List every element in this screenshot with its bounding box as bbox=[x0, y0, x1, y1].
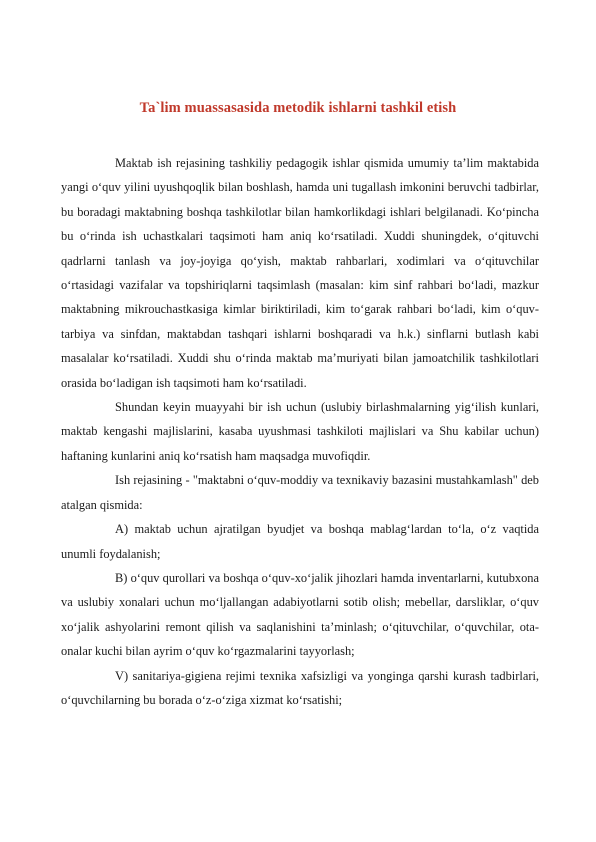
paragraph-material-base: Ish rejasining - "maktabni o‘quv-moddiy va texnikaviy bazasini mustahkamlash" deb atalgan qismida: bbox=[61, 473, 539, 512]
paragraph-schedule: Shundan keyin muayyahi bir ish uchun (uslubiy birlashmalarning yig‘ilish kunlari, maktab kengashi majlislarini, kasaba uyushmasi tashkiloti majlislari va Shu kabilar uchun) haftaning kunlarini aniq ko‘rsatish ham maqsadga muvofiqdir. bbox=[61, 400, 539, 463]
list-item-v: V) sanitariya-gigiena rejimi texnika xafsizligi va yonginga qarshi kurash tadbirlari, o‘quvchilarning bu borada o‘z-o‘ziga xizmat ko‘rsatishi; bbox=[61, 668, 539, 707]
page-title: Ta`lim muassasasida metodik ishlarni tashkil etish bbox=[139, 100, 457, 116]
document-body bbox=[61, 151, 539, 712]
list-item-a: A) maktab uchun ajratilgan byudjet va boshqa mablag‘lardan to‘la, o‘z vaqtida unumli foydalanish; bbox=[61, 522, 539, 561]
list-item-b: B) o‘quv qurollari va boshqa o‘quv-xo‘jalik jihozlari hamda inventarlarni, kutubxona va uslubiy xonalari uchun mo‘ljallangan adabiyotlarni sotib olish; mebellar, darsliklar, o‘quv xo‘jalik ashyolarini remont qilish va saqlanishini ta’minlash; o‘qituvchilar, o‘quvchilar, ota-onalar kuchi bilan ayrim o‘quv ko‘rgazmalarini tayyorlash; bbox=[61, 570, 539, 659]
paragraph-intro: Maktab ish rejasining tashkiliy pedagogik ishlar qismida umumiy ta’lim maktabida yangi o‘quv yilini uyushqoqlik bilan boshlash, hamda uni tugallash imkonini beruvchi tadbirlar, bu boradagi maktabning boshqa tashkilotlar bilan hamkorlikdagi ishlari belgilanadi. Ko‘pincha bu o‘rinda ish uchastkalari taqsimoti ham aniq ko‘rsatiladi. Xuddi shuningdek, o‘qituvchi qadrlarni tanlash va joy-joyiga qo‘yish, maktab rahbarlari, xodimlari va o‘qituvchilar o‘rtasidagi vazifalar va topshiriqlarni taqsimlash (masalan: kim sinf rahbari bo‘ladi, mazkur maktabning mikrouchastkasiga kimlar biriktiriladi, kim to‘garak rahbari bo‘ladi, kim o‘quv-tarbiya va sinfdan, maktabdan tashqari ishlarni boshqaradi va h.k.) sinflarni butlash kabi masalalar ko‘rsatiladi. Xuddi shu o‘rinda maktab ma’muriyati bilan jamoatchilik tashkilotlari orasida bo‘ladigan ish taqsimoti ham ko‘rsatiladi. bbox=[61, 156, 539, 390]
